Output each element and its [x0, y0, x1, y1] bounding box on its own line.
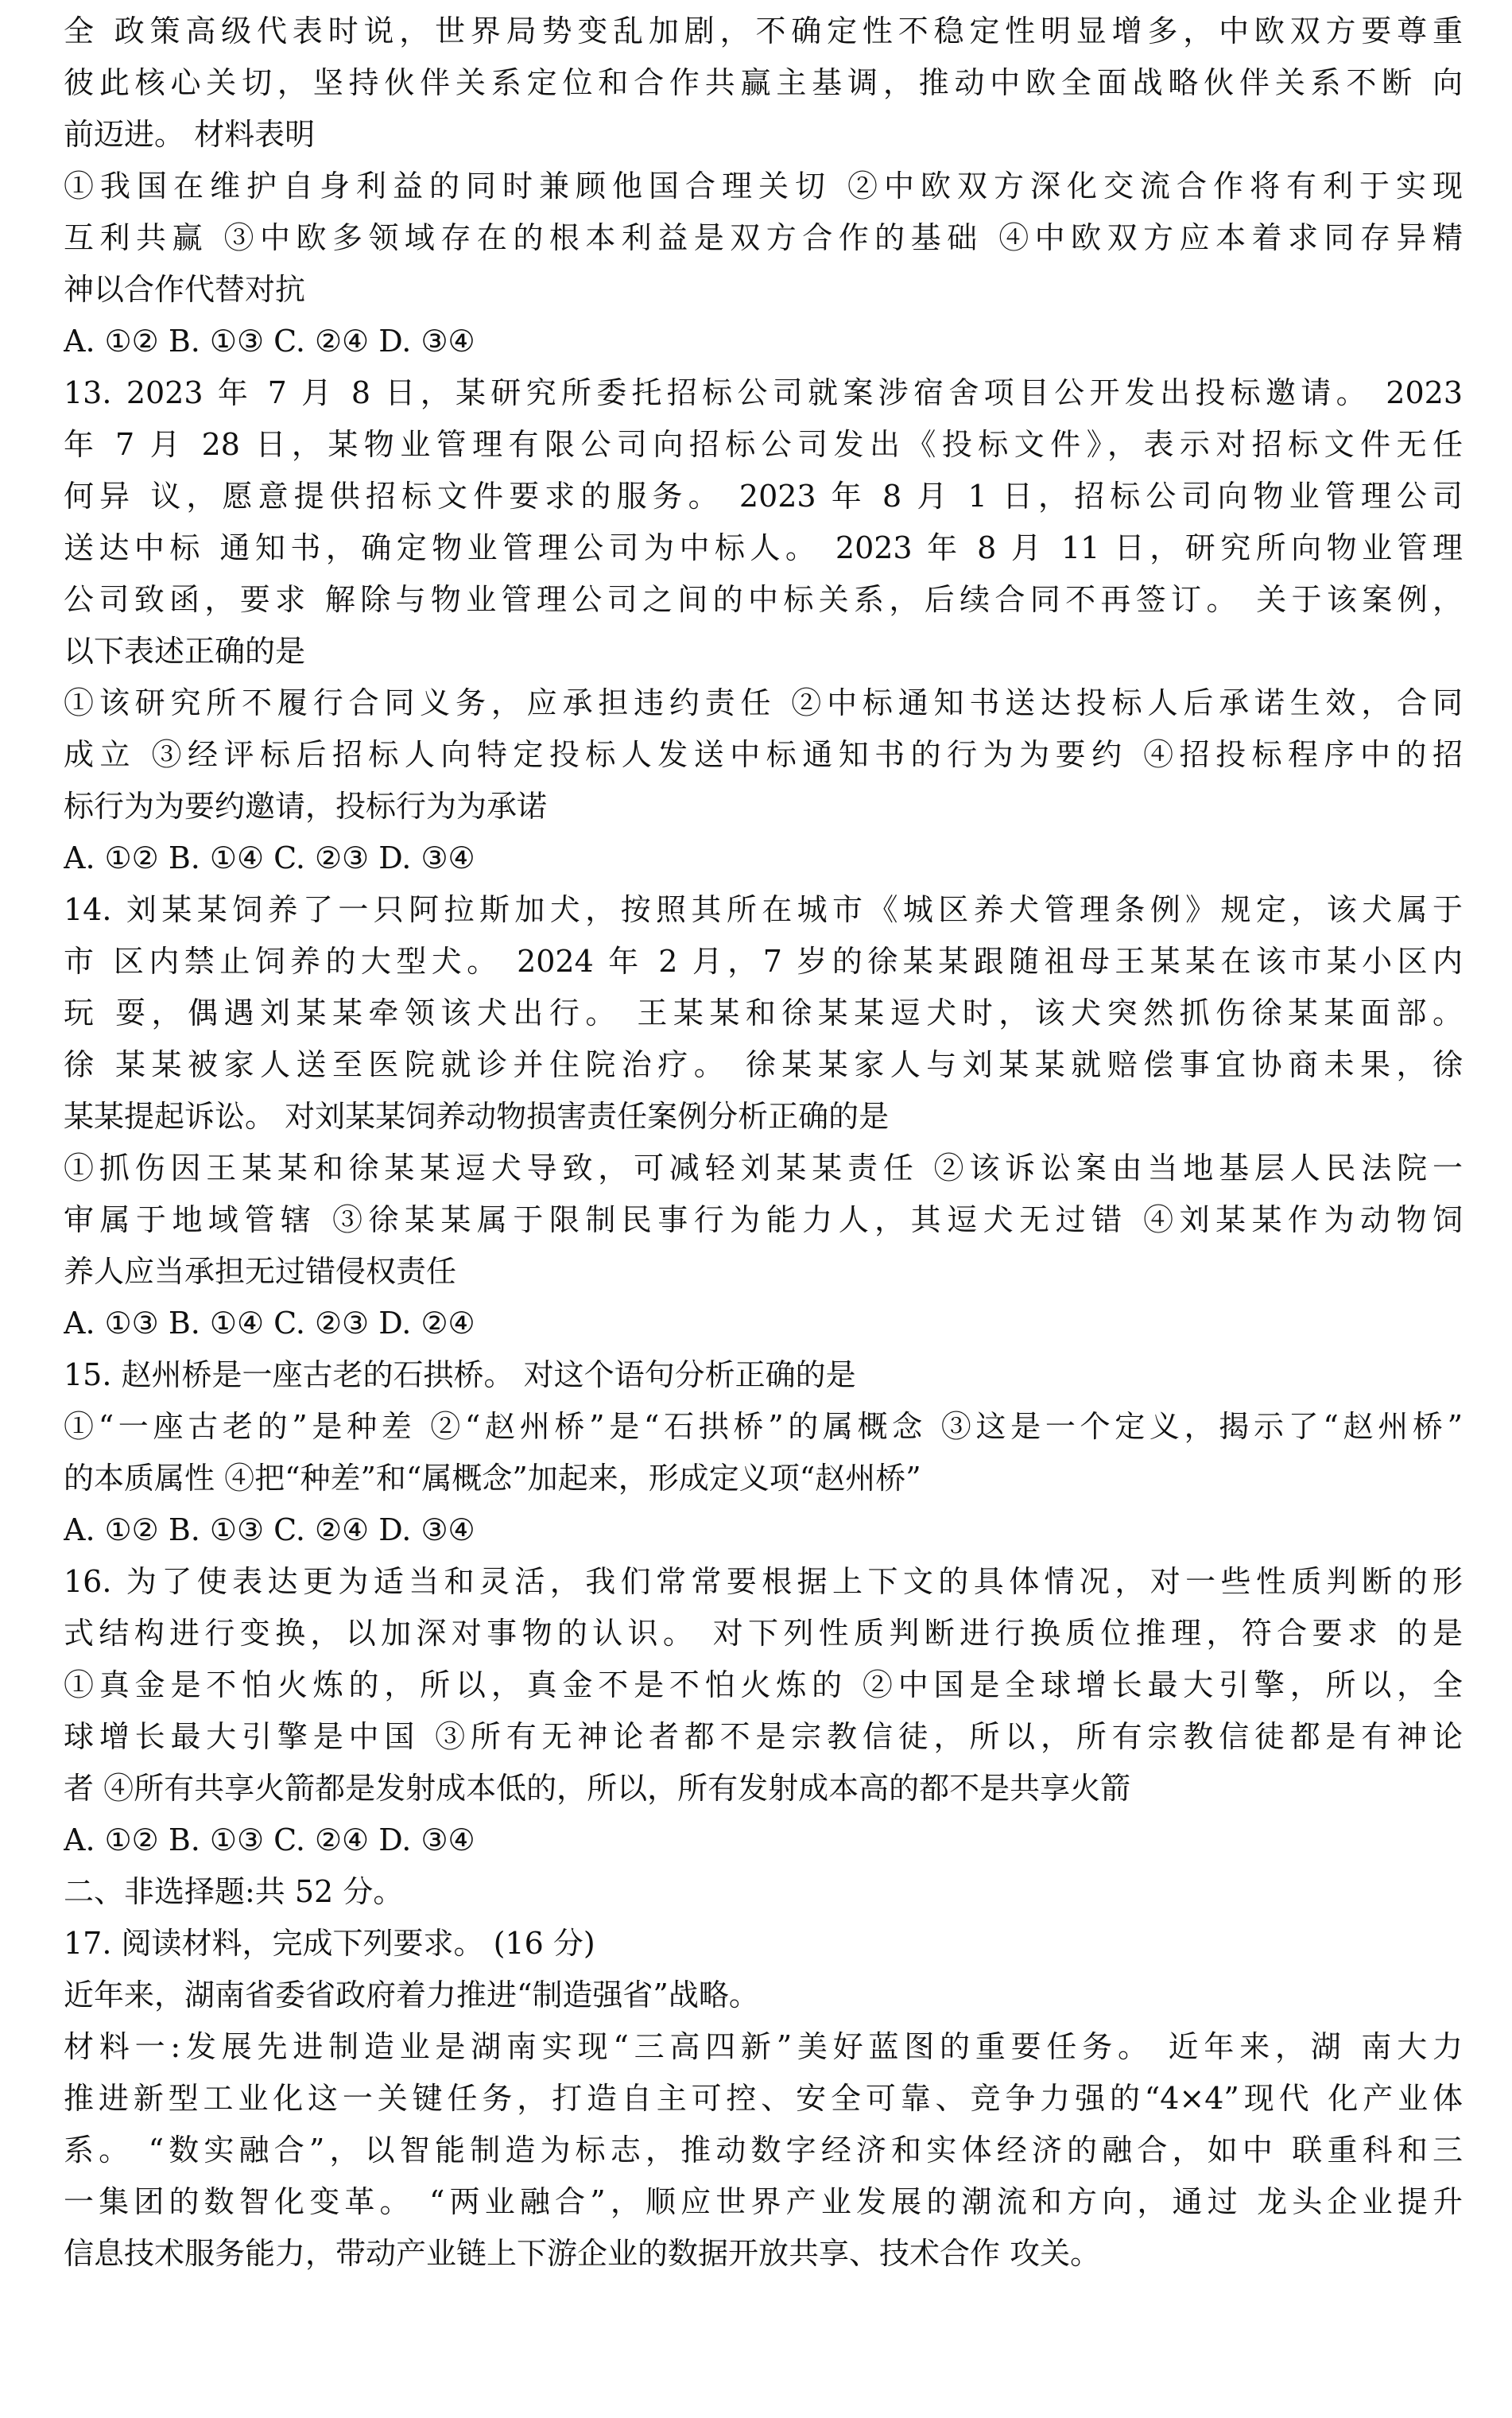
option-line: ①抓伤因王某某和徐某某逗犬导致，可减轻刘某某责任 ②该诉讼案由当地基层人民法院一 [64, 1151, 1463, 1186]
question-13-text: 13. 2023 年 7 月 8 日，某研究所委托招标公司就案涉宿舍项目公开发出投标邀请。 2023 [64, 375, 1463, 410]
question-14-text: 14. 刘某某饲养了一只阿拉斯加犬，按照其所在城市《城区养犬管理条例》规定，该犬属于 [64, 892, 1463, 927]
material-text: 信息技术服务能力，带动产业链上下游企业的数据开放共享、技术合作 攻关。 [64, 2236, 1101, 2271]
material-text: 推进新型工业化这一关键任务，打造自主可控、安全可靠、竞争力强的“4×4”现代 化产业体 [64, 2081, 1463, 2116]
question-13-text: 年 7 月 28 日，某物业管理有限公司向招标公司发出《投标文件》，表示对招标文件无任 [64, 427, 1463, 462]
question-14-text: 市 区内禁止饲养的大型犬。 2024 年 2 月，7 岁的徐某某跟随祖母王某某在该市某小区内 [64, 944, 1463, 979]
question-16-text: 16. 为了使表达更为适当和灵活，我们常常要根据上下文的具体情况，对一些性质判断的形 [64, 1564, 1463, 1599]
material-text: 系。 “数实融合”，以智能制造为标志，推动数字经济和实体经济的融合，如中 联重科和三 [64, 2133, 1463, 2168]
answer-choices: A. ①③ B. ①④ C. ②③ D. ②④ [64, 1306, 475, 1341]
question-17-title: 17. 阅读材料，完成下列要求。 (16 分) [64, 1926, 595, 1961]
option-line: 成立 ③经评标后招标人向特定投标人发送中标通知书的行为为要约 ④招投标程序中的招 [64, 737, 1463, 772]
option-line: 养人应当承担无过错侵权责任 [64, 1254, 457, 1289]
option-line: 神以合作代替对抗 [64, 272, 306, 307]
option-line: 互利共赢 ③中欧多领域存在的根本利益是双方合作的基础 ④中欧双方应本着求同存异精 [64, 220, 1463, 255]
question-14-text: 某某提起诉讼。 对刘某某饲养动物损害责任案例分析正确的是 [64, 1099, 890, 1134]
question-13-text: 何异 议，愿意提供招标文件要求的服务。 2023 年 8 月 1 日，招标公司向物业管理公司 [64, 479, 1463, 514]
option-line: 标行为为要约邀请，投标行为为承诺 [64, 789, 548, 824]
material-text: 材料一:发展先进制造业是湖南实现“三高四新”美好蓝图的重要任务。 近年来，湖 南大力 [64, 2029, 1463, 2064]
answer-choices: A. ①② B. ①④ C. ②③ D. ③④ [64, 840, 475, 875]
question-17-intro: 近年来，湖南省委省政府着力推进“制造强省”战略。 [64, 1977, 759, 2012]
question-15-text: 15. 赵州桥是一座古老的石拱桥。 对这个语句分析正确的是 [64, 1357, 856, 1392]
question-13-text: 送达中标 通知书，确定物业管理公司为中标人。 2023 年 8 月 11 日，研究所向物业管理 [64, 530, 1463, 565]
answer-choices: A. ①② B. ①③ C. ②④ D. ③④ [64, 324, 475, 359]
option-line: 的本质属性 ④把“种差”和“属概念”加起来，形成定义项“赵州桥” [64, 1461, 921, 1496]
option-line: ①我国在维护自身利益的同时兼顾他国合理关切 ②中欧双方深化交流合作将有利于实现 [64, 169, 1463, 204]
text-line: 前迈进。 材料表明 [64, 117, 316, 152]
section-heading: 二、非选择题:共 52 分。 [64, 1874, 404, 1909]
question-13-text: 以下表述正确的是 [64, 634, 306, 669]
text-line: 全 政策高级代表时说，世界局势变乱加剧，不确定性不稳定性明显增多，中欧双方要尊重 [64, 14, 1463, 49]
answer-choices: A. ①② B. ①③ C. ②④ D. ③④ [64, 1822, 475, 1857]
question-14-text: 徐 某某被家人送至医院就诊并住院治疗。 徐某某家人与刘某某就赔偿事宜协商未果，徐 [64, 1047, 1463, 1082]
question-13-text: 公司致函，要求 解除与物业管理公司之间的中标关系，后续合同不再签订。 关于该案例， [64, 582, 1463, 617]
option-line: ①“一座古老的”是种差 ②“赵州桥”是“石拱桥”的属概念 ③这是一个定义，揭示了“赵州桥” [64, 1409, 1463, 1444]
option-line: 审属于地域管辖 ③徐某某属于限制民事行为能力人，其逗犬无过错 ④刘某某作为动物饲 [64, 1202, 1463, 1237]
option-line: 球增长最大引擎是中国 ③所有无神论者都不是宗教信徒，所以，所有宗教信徒都是有神论 [64, 1719, 1463, 1754]
answer-choices: A. ①② B. ①③ C. ②④ D. ③④ [64, 1512, 475, 1547]
option-line: 者 ④所有共享火箭都是发射成本低的，所以，所有发射成本高的都不是共享火箭 [64, 1771, 1131, 1806]
option-line: ①该研究所不履行合同义务，应承担违约责任 ②中标通知书送达投标人后承诺生效，合同 [64, 685, 1463, 720]
text-line: 彼此核心关切，坚持伙伴关系定位和合作共赢主基调，推动中欧全面战略伙伴关系不断 向 [64, 65, 1463, 100]
material-text: 一集团的数智化变革。 “两业融合”，顺应世界产业发展的潮流和方向，通过 龙头企业提升 [64, 2184, 1463, 2219]
option-line: ①真金是不怕火炼的，所以，真金不是不怕火炼的 ②中国是全球增长最大引擎，所以，全 [64, 1667, 1463, 1702]
question-14-text: 玩 耍，偶遇刘某某牵领该犬出行。 王某某和徐某某逗犬时，该犬突然抓伤徐某某面部。 [64, 996, 1463, 1030]
question-16-text: 式结构进行变换，以加深对事物的认识。 对下列性质判断进行换质位推理，符合要求 的是 [64, 1616, 1463, 1651]
